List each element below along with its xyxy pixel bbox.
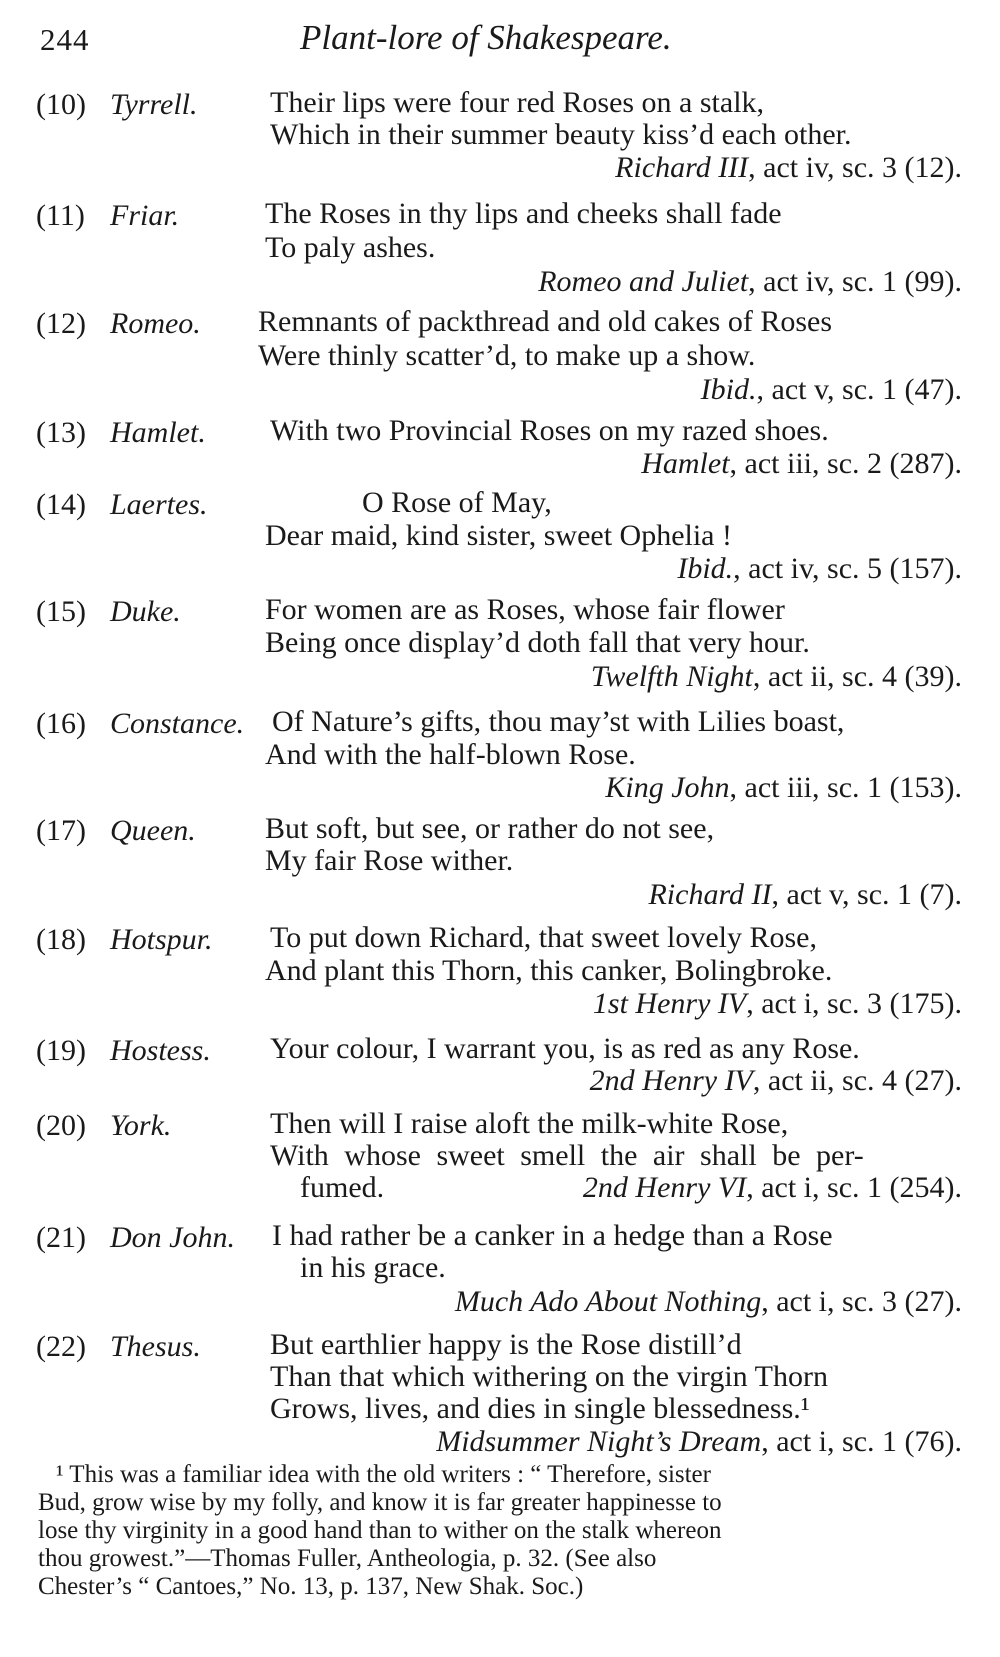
speaker-name: Laertes.: [110, 488, 208, 521]
play-reference: [677, 552, 962, 586]
speaker-name: Don John.: [110, 1221, 235, 1254]
act-scene: , act ii, sc. 4 (27).: [752, 1064, 962, 1097]
quote-line: Dear maid, kind sister, sweet Ophelia !: [265, 519, 732, 552]
play-title: Richard III: [615, 151, 749, 184]
quote-line: But soft, but see, or rather do not see,: [265, 812, 715, 845]
entry-number: (14): [36, 488, 86, 521]
quote-line: To put down Richard, that sweet lovely Rose,: [270, 921, 817, 954]
quote-line: With whose sweet smell the air shall be per-: [270, 1139, 864, 1172]
quote-line: Your colour, I warrant you, is as red as any Rose.: [270, 1032, 860, 1065]
footnote-line: ¹ This was a familiar idea with the old writers : “ Therefore, sister: [56, 1461, 711, 1488]
act-scene: , act iii, sc. 1 (153).: [729, 771, 962, 804]
quote-line: Were thinly scatter’d, to make up a show.: [258, 339, 756, 372]
running-title: Plant-lore of Shakespeare.: [300, 18, 672, 57]
entry-number: (11): [36, 199, 85, 232]
speaker-name: Hostess.: [110, 1034, 211, 1067]
play-title: Ibid.: [700, 373, 757, 406]
footnote-line: lose thy virginity in a good hand than to wither on the stalk whereon: [38, 1517, 722, 1544]
speaker-name: York.: [110, 1109, 172, 1142]
play-reference: [583, 1171, 962, 1205]
play-reference: [455, 1285, 962, 1319]
act-scene: , act v, sc. 1 (7).: [771, 878, 962, 911]
entry-number: (15): [36, 595, 86, 628]
play-title: 2nd Henry IV: [589, 1064, 753, 1097]
speaker-name: Constance.: [110, 707, 245, 740]
quote-line: O Rose of May,: [362, 486, 552, 519]
act-scene: , act i, sc. 3 (175).: [746, 987, 962, 1020]
play-reference: [641, 447, 962, 481]
play-title: Romeo and Juliet: [538, 265, 749, 298]
play-title: Midsummer Night’s Dream: [436, 1425, 762, 1458]
entry-number: (13): [36, 416, 86, 449]
footnote-line: thou growest.”—Thomas Fuller, Antheologia, p. 32. (See also: [38, 1545, 657, 1572]
speaker-name: Hamlet.: [110, 416, 206, 449]
quote-line: Then will I raise aloft the milk-white Rose,: [270, 1107, 789, 1140]
entry-number: (21): [36, 1221, 86, 1254]
quote-line: Remnants of packthread and old cakes of Roses: [258, 305, 832, 338]
play-reference: [615, 151, 962, 185]
play-reference: [538, 265, 962, 299]
quote-line: Their lips were four red Roses on a stalk,: [270, 86, 765, 119]
quote-line: With two Provincial Roses on my razed shoes.: [270, 414, 829, 447]
quote-line: Of Nature’s gifts, thou may’st with Lilies boast,: [272, 705, 845, 738]
play-title: King John: [605, 771, 730, 804]
play-reference: [591, 660, 962, 694]
speaker-name: Duke.: [110, 595, 181, 628]
page-number: 244: [40, 22, 90, 57]
quote-line: in his grace.: [300, 1251, 446, 1284]
act-scene: , act iii, sc. 2 (287).: [729, 447, 962, 480]
footnote-line: Chester’s “ Cantoes,” No. 13, p. 137, New Shak. Soc.): [38, 1573, 584, 1600]
play-reference: [701, 373, 962, 407]
play-reference: [590, 1064, 962, 1098]
quote-line: Being once display’d doth fall that very hour.: [265, 626, 810, 659]
quote-line: Grows, lives, and dies in single blessedness.¹: [270, 1392, 810, 1425]
quote-line: fumed.: [300, 1171, 385, 1204]
footnote-line: Bud, grow wise by my folly, and know it is far greater happinesse to: [38, 1489, 722, 1516]
play-title: Hamlet: [641, 447, 730, 480]
play-title: 1st Henry IV: [592, 987, 747, 1020]
quote-line: But earthlier happy is the Rose distill’d: [270, 1328, 742, 1361]
quote-line: Which in their summer beauty kiss’d each other.: [270, 118, 852, 151]
speaker-name: Tyrrell.: [110, 88, 198, 121]
act-scene: , act i, sc. 1 (76).: [761, 1425, 962, 1458]
act-scene: , act v, sc. 1 (47).: [756, 373, 962, 406]
quote-line: And plant this Thorn, this canker, Bolingbroke.: [265, 954, 833, 987]
quote-line: I had rather be a canker in a hedge than a Rose: [272, 1219, 833, 1252]
quote-line: To paly ashes.: [265, 231, 436, 264]
speaker-name: Romeo.: [110, 307, 201, 340]
entry-number: (19): [36, 1034, 86, 1067]
play-title: Much Ado About Nothing: [454, 1285, 762, 1318]
footnote: [38, 1461, 966, 1601]
quote-line: And with the half-blown Rose.: [265, 738, 636, 771]
speaker-name: Thesus.: [110, 1330, 201, 1363]
act-scene: , act ii, sc. 4 (39).: [752, 660, 962, 693]
play-reference: [648, 878, 962, 912]
play-title: 2nd Henry VI: [582, 1171, 747, 1204]
play-title: Richard II: [648, 878, 772, 911]
speaker-name: Queen.: [110, 814, 196, 847]
act-scene: , act i, sc. 3 (27).: [761, 1285, 962, 1318]
page-header: [0, 18, 1000, 68]
entry-number: (18): [36, 923, 86, 956]
entry-number: (20): [36, 1109, 86, 1142]
play-title: Twelfth Night: [590, 660, 753, 693]
quote-line: The Roses in thy lips and cheeks shall fade: [265, 197, 782, 230]
play-reference: [593, 987, 962, 1021]
entry-number: (16): [36, 707, 86, 740]
play-title: Ibid.: [677, 552, 734, 585]
entry-number: (17): [36, 814, 86, 847]
act-scene: , act iv, sc. 1 (99).: [748, 265, 962, 298]
play-reference: [605, 771, 962, 805]
entry-number: (12): [36, 307, 86, 340]
speaker-name: Friar.: [110, 199, 180, 232]
act-scene: , act iv, sc. 5 (157).: [733, 552, 962, 585]
quote-line: For women are as Roses, whose fair flower: [265, 593, 785, 626]
quote-line: My fair Rose wither.: [265, 844, 514, 877]
quote-line: Than that which withering on the virgin Thorn: [270, 1360, 828, 1393]
play-reference: [436, 1425, 962, 1459]
entry-number: (22): [36, 1330, 86, 1363]
entry-number: (10): [36, 88, 86, 121]
act-scene: , act i, sc. 1 (254).: [746, 1171, 962, 1204]
speaker-name: Hotspur.: [110, 923, 213, 956]
act-scene: , act iv, sc. 3 (12).: [748, 151, 962, 184]
